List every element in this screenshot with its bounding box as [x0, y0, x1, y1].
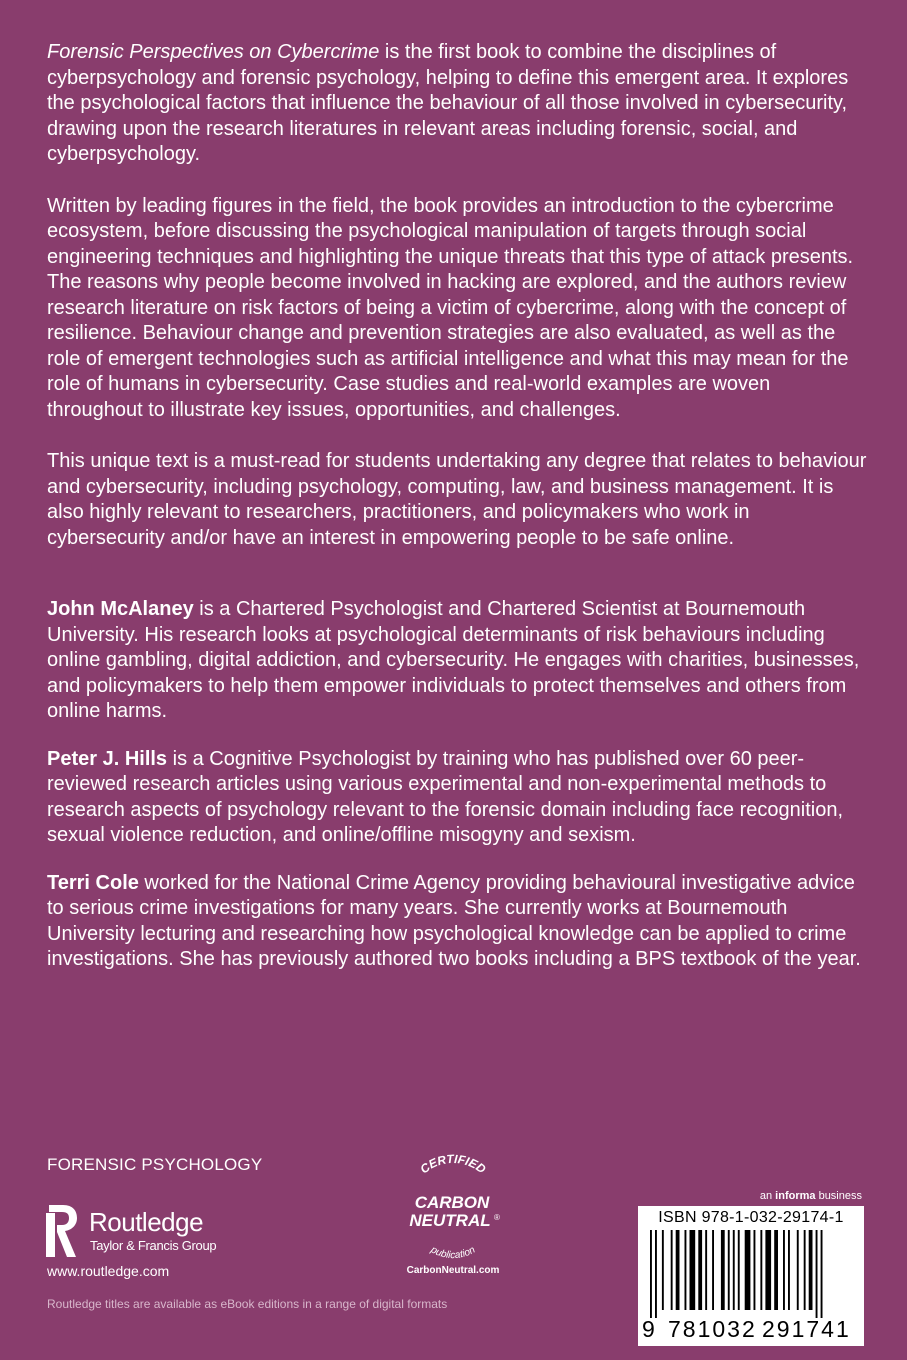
author-name: Peter J. Hills: [47, 747, 168, 770]
author-name: Terri Cole: [47, 871, 139, 894]
barcode-bar: [705, 1230, 707, 1310]
carbon-neutral-icon: [388, 1148, 518, 1278]
barcode-bar: [765, 1230, 771, 1310]
barcode-bar: [754, 1230, 756, 1310]
isbn-label: ISBN 978-1-032-29174-1: [658, 1209, 844, 1226]
barcode-bar: [690, 1230, 696, 1310]
barcode-bar: [774, 1230, 778, 1310]
informa-tagline: an informa business: [759, 1190, 862, 1202]
barcode-bar: [816, 1230, 818, 1318]
barcode-digits-right: 291741: [762, 1316, 851, 1342]
barcode-bar: [685, 1230, 687, 1310]
blurb-paragraph-3: This unique text is a must-read for students undertaking any degree that relates to behaviour and cybersecurity, including psychology, computing, law, and business management. It is also highly relevant to researchers, practitioners, and policymakers who work in cybersecurity and/or have an interest in empowering people to be safe online.: [47, 450, 867, 549]
barcode-bar: [809, 1230, 813, 1310]
carbon-top-text: CERTIFIED: [417, 1151, 489, 1177]
barcode-bar: [783, 1230, 785, 1310]
svg-text:publication: [428, 1244, 478, 1261]
publisher-url[interactable]: www.routledge.com: [47, 1263, 170, 1279]
barcode-bar: [797, 1230, 799, 1310]
barcode-bar: [728, 1230, 730, 1310]
barcode-bar: [650, 1230, 652, 1318]
barcode-bar: [676, 1230, 680, 1310]
neutral-word: NEUTRAL: [409, 1211, 491, 1230]
barcode-bar: [745, 1230, 751, 1310]
barcode-bar: [733, 1230, 735, 1310]
publisher-name: Routledge: [89, 1207, 204, 1237]
blurb-paragraph-2: Written by leading figures in the field, the book provides an introduction to the cybercrime ecosystem, before discussing the psychological manipulation of targets through social engineering techniques and highlighting the unique threats that this type of attack presents. The reasons why people become involved in hacking are explored, and the authors review research literature on risk factors of being a victim of cybercrime, along with the concept of resilience. Behaviour change and prevention strategies are also evaluated, as well as the role of emergent technologies such as artificial intelligence and what this may mean for the role of humans in cybersecurity. Case studies and real-world examples are woven throughout to illustrate key issues, opportunities, and challenges.: [47, 194, 854, 421]
blurb-paragraph-1: Forensic Perspectives on Cybercrime is the first book to combine the disciplines of cyberpsychology and forensic psychology, helping to define this emergent area. It explores the psychological factors that influence the behaviour of all those involved in cybersecurity, drawing upon the research literatures in relevant areas including forensic, social, and cyberpsychology.: [47, 41, 849, 165]
isbn-barcode: [638, 1206, 864, 1346]
barcode-bar: [662, 1230, 664, 1310]
author-bio: Peter J. Hills is a Cognitive Psychologist by training who has published over 60 peer-reviewed research articles using various experimental and non-experimental methods to research aspects of psychology relevant to the forensic domain including face recognition, sexual violence reduction, and online/offline misogyny and sexism.: [47, 747, 844, 846]
book-title: Forensic Perspectives on Cybercrime: [47, 41, 380, 63]
barcode-digits-left: 781032: [668, 1316, 757, 1342]
barcode-bar: [712, 1230, 714, 1310]
barcode-bar: [698, 1230, 702, 1310]
author-bio: Terri Cole worked for the National Crime Agency providing behavioural investigative advice to serious crime investigations for many years. She currently works at Bournemouth University lecturing and researching how psychological knowledge can be applied to crime investigations. She has previously authored two books including a BPS textbook of the year.: [47, 871, 861, 970]
publisher-group: Taylor & Francis Group: [90, 1238, 217, 1253]
registered-mark: ®: [494, 1213, 500, 1222]
barcode-digit-lead: 9: [642, 1316, 655, 1342]
ebook-note: Routledge titles are available as eBook editions in a range of digital formats: [47, 1297, 448, 1311]
barcode-bar: [760, 1230, 762, 1310]
routledge-r-icon: [45, 1203, 79, 1259]
carbon-bottom-text: publication: [428, 1244, 478, 1262]
publisher-logo: [45, 1203, 285, 1263]
svg-text:CERTIFIED: [417, 1152, 488, 1177]
barcode-bar: [655, 1230, 657, 1318]
carbon-word: CARBON: [414, 1193, 490, 1212]
barcode-bar: [804, 1230, 806, 1310]
back-cover-blurb: [47, 40, 869, 995]
barcode-bar: [671, 1230, 673, 1310]
author-bio: John McAlaney is a Chartered Psychologist and Chartered Scientist at Bournemouth University. His research looks at psychological determinants of risk behaviours including online gambling, digital addiction, and cybersecurity. He engages with charities, businesses, and policymakers to help them empower individuals to protect themselves and others from online harms.: [47, 598, 860, 722]
barcode-bar: [721, 1230, 725, 1310]
author-name: John McAlaney: [47, 598, 194, 620]
barcode-bar: [821, 1230, 823, 1318]
barcode-bar: [738, 1230, 740, 1310]
carbon-url: CarbonNeutral.com: [406, 1265, 500, 1276]
subject-category: FORENSIC PSYCHOLOGY: [47, 1155, 263, 1174]
barcode-bar: [788, 1230, 790, 1310]
barcode-bars: [646, 1230, 856, 1318]
